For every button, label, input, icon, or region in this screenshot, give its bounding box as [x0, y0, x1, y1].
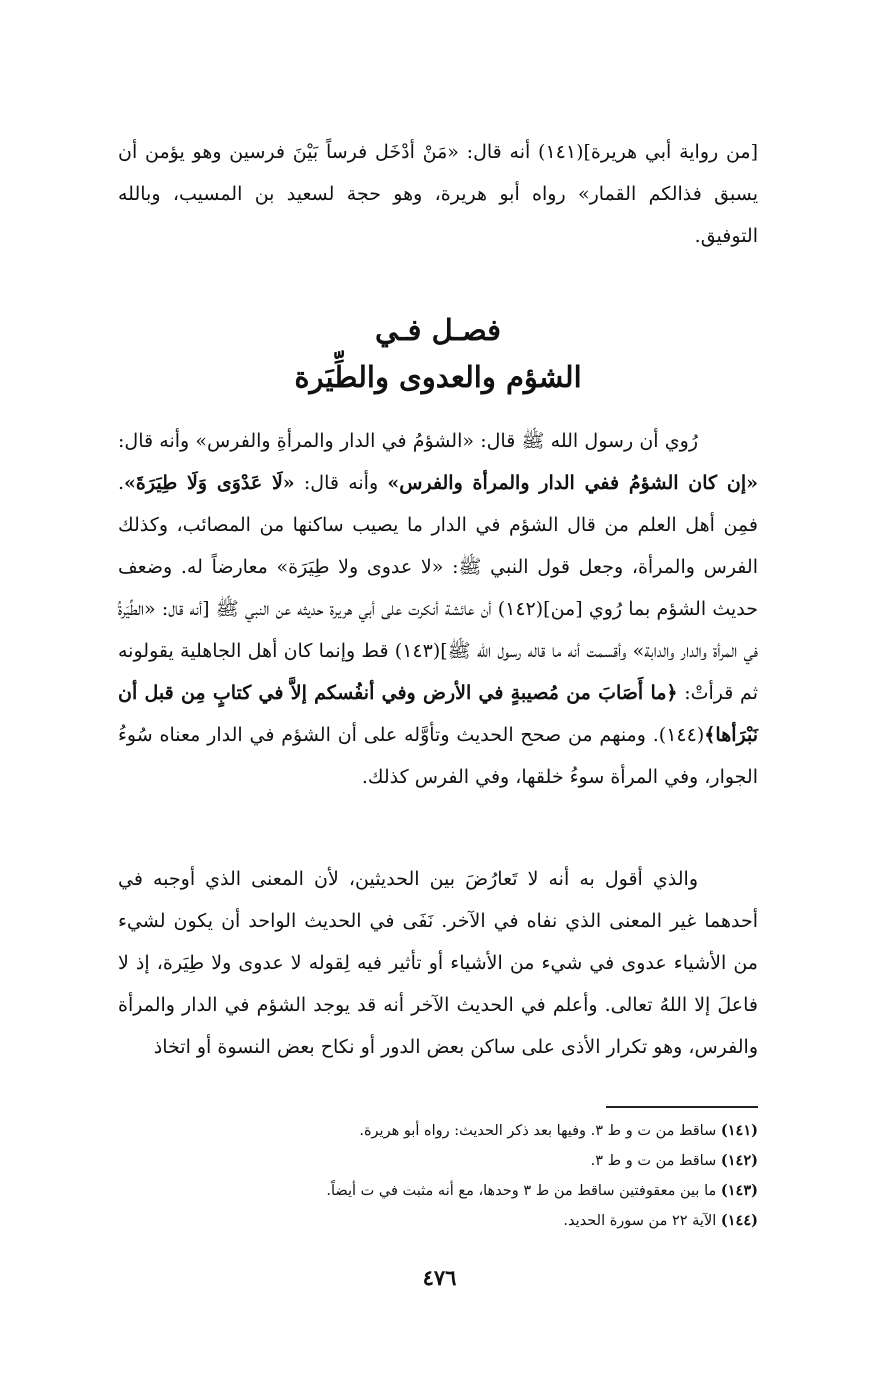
page-number: ٤٧٦ [422, 1265, 457, 1290]
footnote-number: (١٤٣) [720, 1182, 758, 1199]
second-paragraph [118, 858, 758, 1068]
footnote-text: ساقط من ت و ط ٣. [590, 1153, 721, 1169]
hadith-quote-bold: «لَا عَدْوَى وَلَا طِيَرَةَ» [124, 472, 295, 494]
main-paragraph-text [118, 420, 758, 798]
second-paragraph-text: والذي أقول به أنه لا تَعارُضَ بين الحديثين، لأن المعنى الذي أوجبه في أحدهما غير المعنى الذي نفاه في الآخر. نَفَى في الحديث الواحد أن يكون لشيء من الأشياء عدوى في شيء من الأشياء أو تأثير فيه لِقوله لا عدوى ولا طِيَرة، إذ لا فاعلَ إلا اللهُ تعالى. وأعلم في الحديث الآخر أنه قد يوجد الشؤم في الدار والمرأة والفرس، وهو تكرار الأذى على ساكن بعض الدور أو نكاح بعض النسوة أو اتخاذ [118, 868, 758, 1058]
footnote-number: (١٤٤) [720, 1212, 758, 1229]
footnote-item [118, 1206, 758, 1236]
main-text-part: رُوي أن رسول الله ﷺ قال: «الشؤمُ في الدار والمرأةِ والفرس» وأنه قال: [118, 430, 698, 452]
main-paragraph [118, 420, 758, 798]
section-heading-line-2: الشؤم والعدوى والطِّيَرة [294, 360, 582, 394]
intro-paragraph [118, 131, 758, 257]
section-heading-line-1: فصـل فـي [374, 313, 502, 347]
hadith-quote-bold: «إن كان الشؤمُ ففي الدار والمرأة والفرس» [387, 472, 759, 494]
footnote-text: الآية ٢٢ من سورة الحديد. [563, 1213, 721, 1229]
footnote-item [118, 1176, 758, 1206]
footnotes [118, 1116, 758, 1236]
footnote-text: ساقط من ت و ط ٣. وفيها بعد ذكر الحديث: رواه أبو هريرة. [359, 1123, 721, 1139]
footnote-number: (١٤٢) [720, 1152, 758, 1169]
footnote-item [118, 1116, 758, 1146]
footnote-number: (١٤١) [720, 1122, 758, 1139]
main-text-part: . فمِن أهل العلم من قال الشؤم في الدار ما يصيب ساكنها من المصائب، وكذلك الفرس والمرأة، وجعل قول النبي ﷺ: «لا عدوى ولا طِيَرَة» معارضاً له. وضعف حديث الشؤم بما رُوي [من](١٤٢) أن عائشة أنكرت على أبي هريرة حديثه عن النبي ﷺ [أنه قال: «الطِّيَرةُ في المرأة والدار والدابة» وأقسمت أنه ما قاله رسول الله ﷺ](١٤٣) قط وإنما كان أهل الجاهلية يقولونه ثم قرأتْ: [118, 472, 758, 704]
main-text-part: وأنه قال: [294, 472, 388, 494]
intro-text: [من رواية أبي هريرة](١٤١) أنه قال: «مَنْ أدْخَل فرساً بَيْنَ فرسين وهو يؤمن أن يسبق فذالكم القمار» رواه أبو هريرة، وهو حجة لسعيد بن المسيب، وبالله التوفيق. [118, 141, 759, 247]
main-text-part: (١٤٤). ومنهم من صحح الحديث وتأوَّله على أن الشؤم في الدار معناه سُوءُ الجوار، وفي المرأة سوءُ خلقها، وفي الفرس كذلك. [118, 724, 758, 788]
footnote-text: ما بين معقوفتين ساقط من ط ٣ وحدها، مع أنه مثبت في ت أيضاً. [326, 1183, 721, 1199]
footnote-item [118, 1146, 758, 1176]
footnote-divider [606, 1106, 758, 1108]
quran-verse-bold: ﴿ما أَصَابَ من مُصيبةٍ في الأرض وفي أنفُسكم إلاَّ في كتابٍ مِن قبل أن نَبْرَأها﴾ [118, 682, 758, 746]
